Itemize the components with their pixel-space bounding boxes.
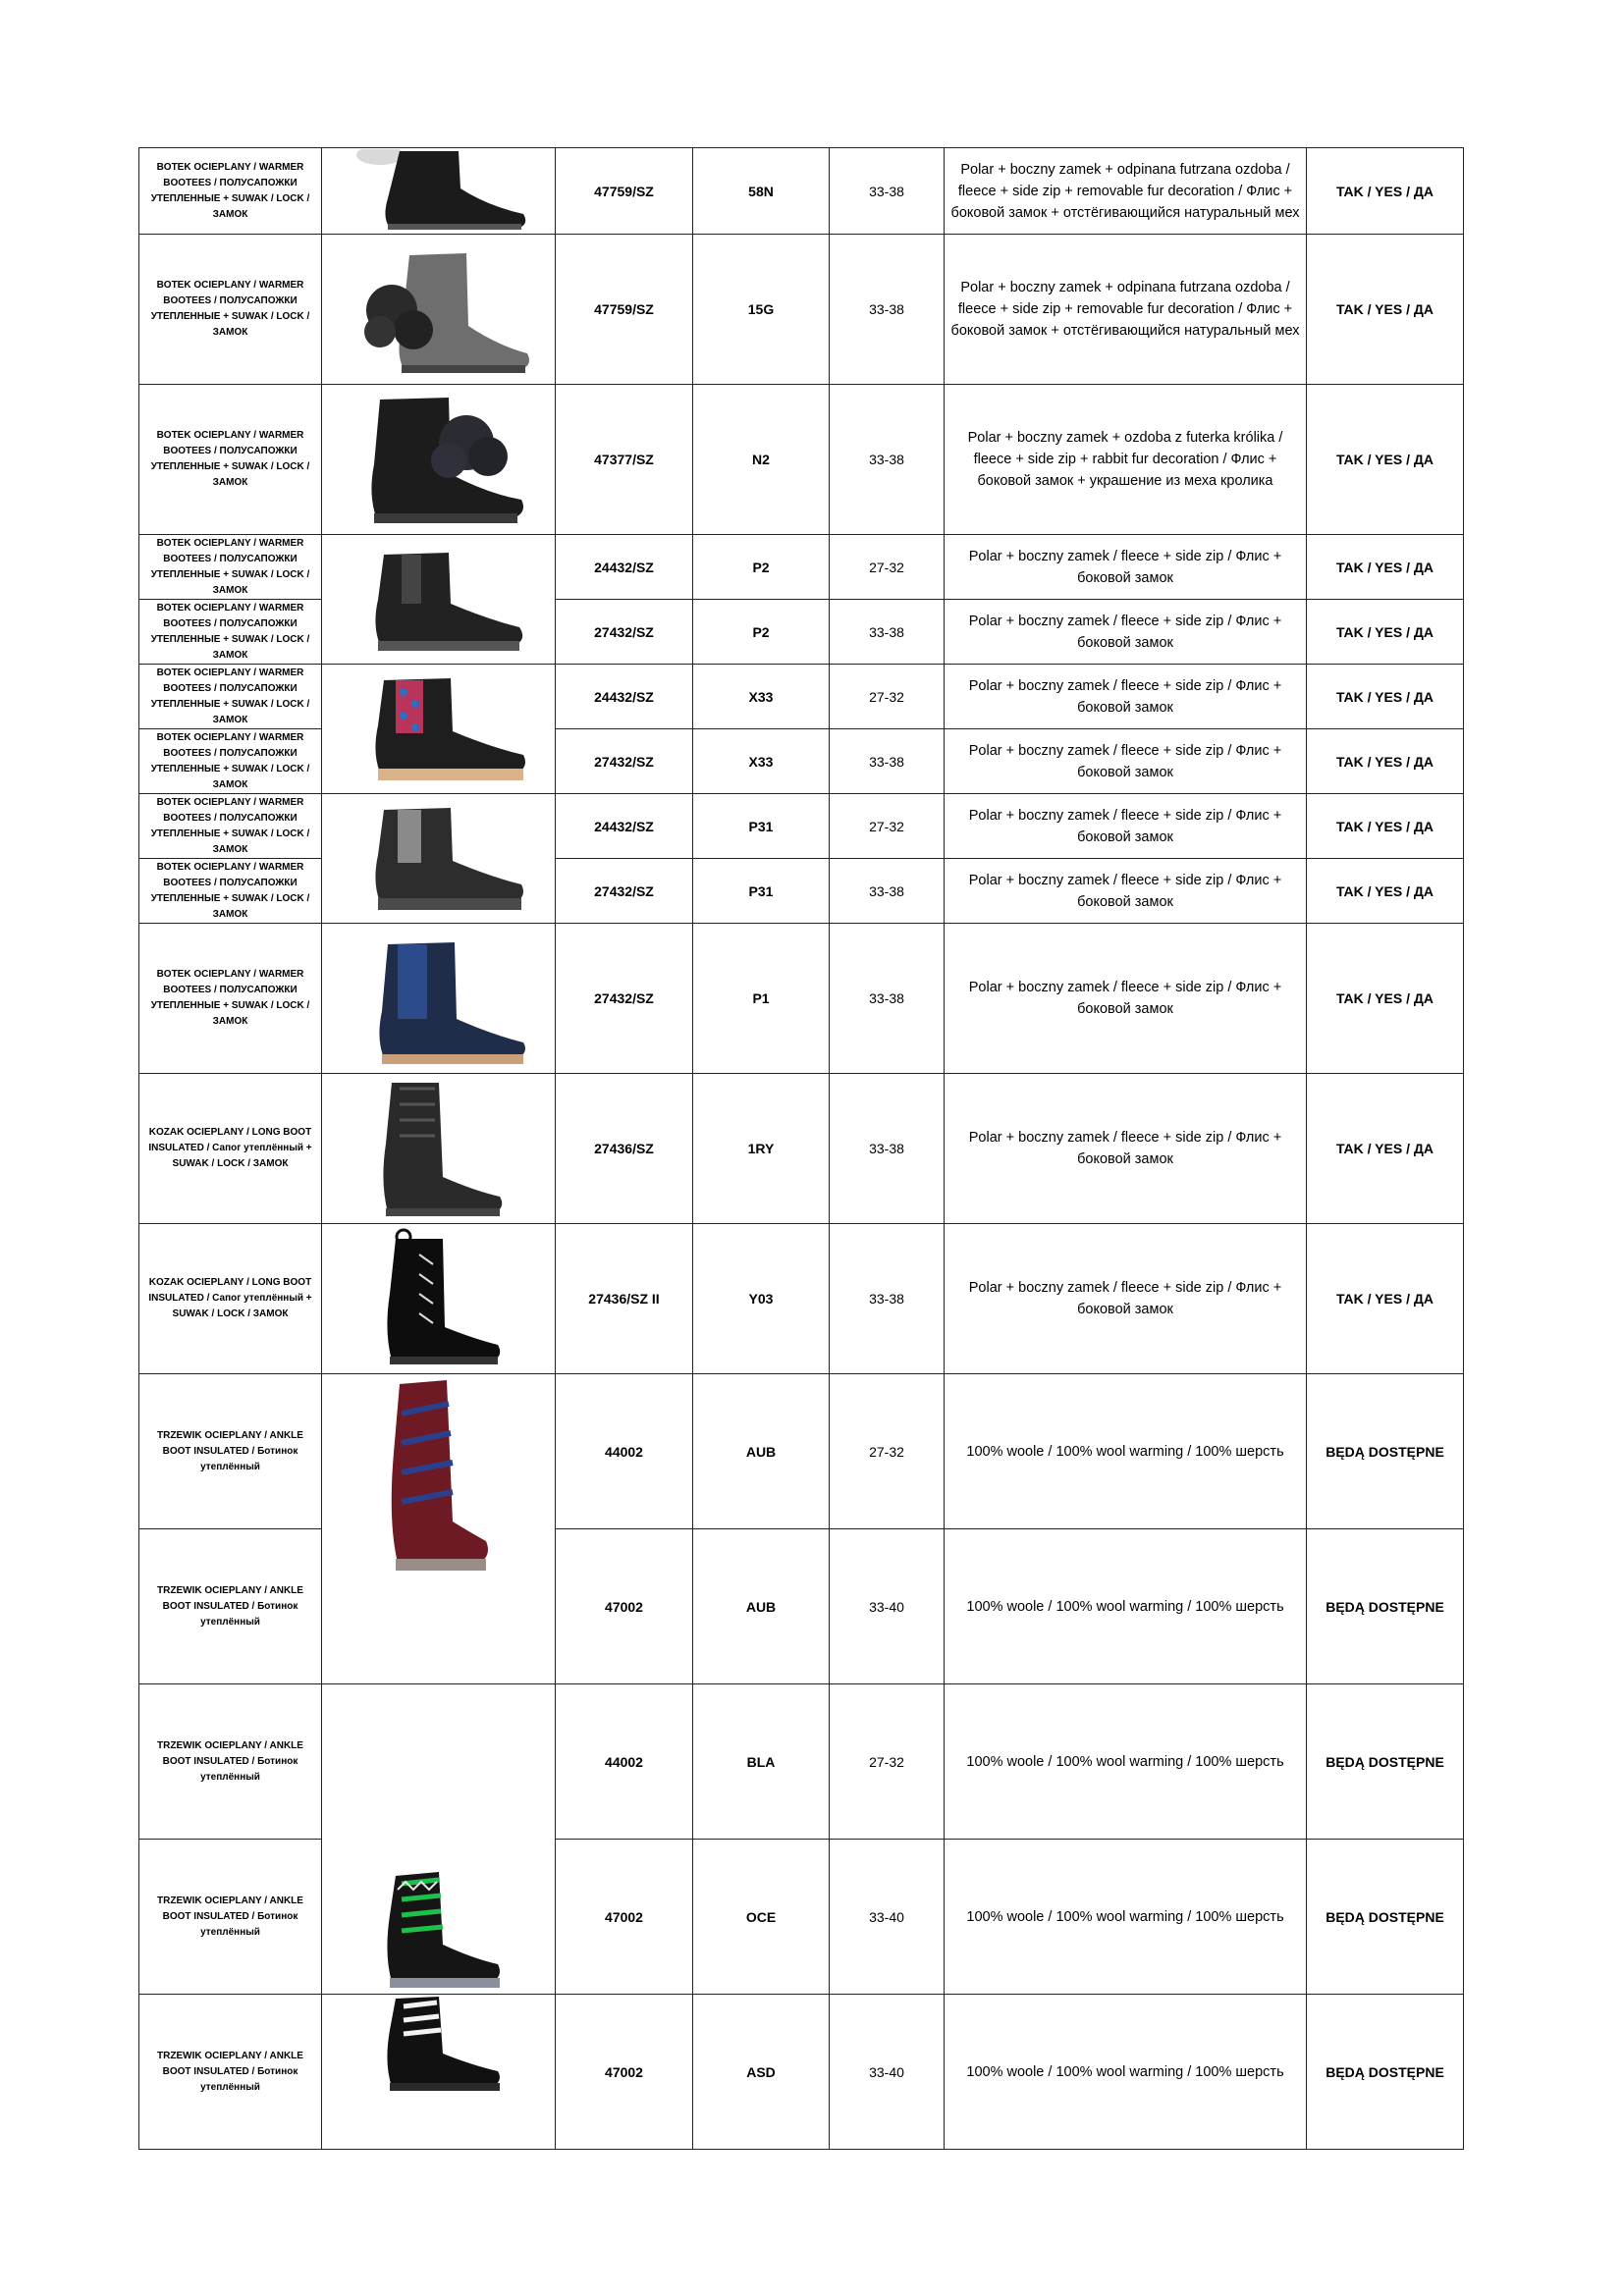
product-code: 27432/SZ bbox=[556, 729, 693, 794]
product-code: 27432/SZ bbox=[556, 600, 693, 665]
product-name: BOTEK OCIEPLANY / WARMER BOOTEES / ПОЛУСАПОЖКИ УТЕПЛЕННЫЕ + SUWAK / LOCK / ЗАМОК bbox=[139, 385, 322, 535]
product-code: 47759/SZ bbox=[556, 235, 693, 385]
product-name: TRZEWIK OCIEPLANY / ANKLE BOOT INSULATED / Ботинок утеплённый bbox=[139, 1529, 322, 1684]
table-row bbox=[139, 924, 1464, 1074]
grey-bootee-fur-icon bbox=[341, 236, 537, 383]
product-name: KOZAK OCIEPLANY / LONG BOOT INSULATED / Сапог утеплённый + SUWAK / LOCK / ЗАМОК bbox=[139, 1074, 322, 1224]
navy-chelsea-boot-icon bbox=[341, 925, 537, 1072]
availability: TAK / YES / ДА bbox=[1307, 794, 1464, 859]
product-description: Polar + boczny zamek + ozdoba z futerka królika / fleece + side zip + rabbit fur decoration / Флис + боковой замок + украшение из меха кролика bbox=[945, 385, 1307, 535]
product-description: Polar + boczny zamek / fleece + side zip / Флис + боковой замок bbox=[945, 1074, 1307, 1224]
color-code: 1RY bbox=[693, 1074, 830, 1224]
color-code: P2 bbox=[693, 535, 830, 600]
product-photo bbox=[322, 385, 556, 535]
product-description: Polar + boczny zamek / fleece + side zip / Флис + боковой замок bbox=[945, 924, 1307, 1074]
product-code: 24432/SZ bbox=[556, 665, 693, 729]
product-name: TRZEWIK OCIEPLANY / ANKLE BOOT INSULATED / Ботинок утеплённый bbox=[139, 1995, 322, 2150]
color-code: P31 bbox=[693, 794, 830, 859]
product-code: 47002 bbox=[556, 1995, 693, 2150]
size-range: 33-38 bbox=[830, 1074, 945, 1224]
green-lace-sneaker-icon bbox=[341, 1856, 537, 1994]
product-photo bbox=[322, 1224, 556, 1374]
black-chelsea-boot-icon bbox=[341, 541, 537, 659]
availability: BĘDĄ DOSTĘPNE bbox=[1307, 1995, 1464, 2150]
size-range: 33-38 bbox=[830, 1224, 945, 1374]
size-range: 33-38 bbox=[830, 385, 945, 535]
color-code: Y03 bbox=[693, 1224, 830, 1374]
table-row bbox=[139, 148, 1464, 235]
color-code: ASD bbox=[693, 1995, 830, 2150]
size-range: 33-38 bbox=[830, 729, 945, 794]
size-range: 33-40 bbox=[830, 1995, 945, 2150]
color-code: P1 bbox=[693, 924, 830, 1074]
product-name: TRZEWIK OCIEPLANY / ANKLE BOOT INSULATED / Ботинок утеплённый bbox=[139, 1684, 322, 1840]
black-bootee-fur-icon bbox=[341, 149, 537, 234]
product-code: 47002 bbox=[556, 1529, 693, 1684]
product-code: 44002 bbox=[556, 1374, 693, 1529]
size-range: 33-38 bbox=[830, 600, 945, 665]
patterned-chelsea-boot-icon bbox=[341, 670, 537, 788]
color-code: AUB bbox=[693, 1374, 830, 1529]
product-description: Polar + boczny zamek / fleece + side zip / Флис + боковой замок bbox=[945, 729, 1307, 794]
burgundy-high-sneaker-icon bbox=[341, 1374, 537, 1580]
product-code: 24432/SZ bbox=[556, 794, 693, 859]
product-photo bbox=[322, 148, 556, 235]
product-code: 27432/SZ bbox=[556, 859, 693, 924]
color-code: AUB bbox=[693, 1529, 830, 1684]
product-description: Polar + boczny zamek / fleece + side zip / Флис + боковой замок bbox=[945, 859, 1307, 924]
color-code: OCE bbox=[693, 1840, 830, 1995]
product-photo bbox=[322, 1374, 556, 1684]
size-range: 33-40 bbox=[830, 1529, 945, 1684]
product-description: Polar + boczny zamek / fleece + side zip / Флис + боковой замок bbox=[945, 535, 1307, 600]
product-name: KOZAK OCIEPLANY / LONG BOOT INSULATED / Сапог утеплённый + SUWAK / LOCK / ЗАМОК bbox=[139, 1224, 322, 1374]
table-row bbox=[139, 1224, 1464, 1374]
availability: TAK / YES / ДА bbox=[1307, 1224, 1464, 1374]
product-table bbox=[138, 147, 1464, 2150]
color-code: BLA bbox=[693, 1684, 830, 1840]
table-row bbox=[139, 665, 1464, 729]
table-row bbox=[139, 535, 1464, 600]
product-name: BOTEK OCIEPLANY / WARMER BOOTEES / ПОЛУСАПОЖКИ УТЕПЛЕННЫЕ + SUWAK / LOCK / ЗАМОК bbox=[139, 924, 322, 1074]
size-range: 33-38 bbox=[830, 235, 945, 385]
size-range: 33-38 bbox=[830, 924, 945, 1074]
availability: TAK / YES / ДА bbox=[1307, 235, 1464, 385]
size-range: 27-32 bbox=[830, 535, 945, 600]
product-description: Polar + boczny zamek / fleece + side zip / Флис + боковой замок bbox=[945, 600, 1307, 665]
size-range: 33-38 bbox=[830, 148, 945, 235]
size-range: 27-32 bbox=[830, 1374, 945, 1529]
availability: TAK / YES / ДА bbox=[1307, 924, 1464, 1074]
size-range: 27-32 bbox=[830, 794, 945, 859]
product-photo bbox=[322, 794, 556, 924]
product-name: BOTEK OCIEPLANY / WARMER BOOTEES / ПОЛУСАПОЖКИ УТЕПЛЕННЫЕ + SUWAK / LOCK / ЗАМОК bbox=[139, 665, 322, 729]
availability: TAK / YES / ДА bbox=[1307, 1074, 1464, 1224]
product-code: 47377/SZ bbox=[556, 385, 693, 535]
table-row bbox=[139, 1995, 1464, 2150]
product-description: Polar + boczny zamek + odpinana futrzana ozdoba / fleece + side zip + removable fur decoration / Флис + боковой замок + отстёгивающийся натуральный мех bbox=[945, 235, 1307, 385]
product-description: 100% woole / 100% wool warming / 100% шерсть bbox=[945, 1995, 1307, 2150]
product-code: 47002 bbox=[556, 1840, 693, 1995]
color-code: N2 bbox=[693, 385, 830, 535]
product-description: 100% woole / 100% wool warming / 100% шерсть bbox=[945, 1684, 1307, 1840]
product-name: TRZEWIK OCIEPLANY / ANKLE BOOT INSULATED / Ботинок утеплённый bbox=[139, 1374, 322, 1529]
product-photo bbox=[322, 1074, 556, 1224]
product-name: BOTEK OCIEPLANY / WARMER BOOTEES / ПОЛУСАПОЖКИ УТЕПЛЕННЫЕ + SUWAK / LOCK / ЗАМОК bbox=[139, 148, 322, 235]
white-lace-sneaker-icon bbox=[341, 1995, 537, 2093]
size-range: 33-40 bbox=[830, 1840, 945, 1995]
patent-long-boot-icon bbox=[341, 1225, 537, 1372]
product-photo bbox=[322, 924, 556, 1074]
quilted-long-boot-icon bbox=[341, 1075, 537, 1222]
product-name: BOTEK OCIEPLANY / WARMER BOOTEES / ПОЛУСАПОЖКИ УТЕПЛЕННЫЕ + SUWAK / LOCK / ЗАМОК bbox=[139, 729, 322, 794]
availability: BĘDĄ DOSTĘPNE bbox=[1307, 1374, 1464, 1529]
product-code: 27436/SZ II bbox=[556, 1224, 693, 1374]
table-row bbox=[139, 385, 1464, 535]
table-row bbox=[139, 1374, 1464, 1529]
table-row bbox=[139, 794, 1464, 859]
product-name: BOTEK OCIEPLANY / WARMER BOOTEES / ПОЛУСАПОЖКИ УТЕПЛЕННЫЕ + SUWAK / LOCK / ЗАМОК bbox=[139, 535, 322, 600]
color-code: X33 bbox=[693, 665, 830, 729]
color-code: 15G bbox=[693, 235, 830, 385]
product-name: BOTEK OCIEPLANY / WARMER BOOTEES / ПОЛУСАПОЖКИ УТЕПЛЕННЫЕ + SUWAK / LOCK / ЗАМОК bbox=[139, 794, 322, 859]
color-code: 58N bbox=[693, 148, 830, 235]
product-name: TRZEWIK OCIEPLANY / ANKLE BOOT INSULATED / Ботинок утеплённый bbox=[139, 1840, 322, 1995]
availability: TAK / YES / ДА bbox=[1307, 729, 1464, 794]
product-photo bbox=[322, 665, 556, 794]
product-photo bbox=[322, 1995, 556, 2150]
availability: TAK / YES / ДА bbox=[1307, 665, 1464, 729]
product-photo bbox=[322, 535, 556, 665]
product-name: BOTEK OCIEPLANY / WARMER BOOTEES / ПОЛУСАПОЖКИ УТЕПЛЕННЫЕ + SUWAK / LOCK / ЗАМОК bbox=[139, 859, 322, 924]
table-row bbox=[139, 1684, 1464, 1840]
product-description: 100% woole / 100% wool warming / 100% шерсть bbox=[945, 1840, 1307, 1995]
black-bootee-rabbit-fur-icon bbox=[341, 386, 537, 533]
product-description: Polar + boczny zamek + odpinana futrzana ozdoba / fleece + side zip + removable fur decoration / Флис + боковой замок + отстёгивающийся натуральный мех bbox=[945, 148, 1307, 235]
product-code: 27436/SZ bbox=[556, 1074, 693, 1224]
availability: BĘDĄ DOSTĘPNE bbox=[1307, 1529, 1464, 1684]
availability: TAK / YES / ДА bbox=[1307, 385, 1464, 535]
color-code: P31 bbox=[693, 859, 830, 924]
product-description: Polar + boczny zamek / fleece + side zip / Флис + боковой замок bbox=[945, 1224, 1307, 1374]
color-code: X33 bbox=[693, 729, 830, 794]
availability: TAK / YES / ДА bbox=[1307, 535, 1464, 600]
product-code: 47759/SZ bbox=[556, 148, 693, 235]
availability: TAK / YES / ДА bbox=[1307, 859, 1464, 924]
availability: BĘDĄ DOSTĘPNE bbox=[1307, 1840, 1464, 1995]
product-description: 100% woole / 100% wool warming / 100% шерсть bbox=[945, 1529, 1307, 1684]
size-range: 27-32 bbox=[830, 665, 945, 729]
color-code: P2 bbox=[693, 600, 830, 665]
table-row bbox=[139, 1074, 1464, 1224]
availability: TAK / YES / ДА bbox=[1307, 148, 1464, 235]
size-range: 33-38 bbox=[830, 859, 945, 924]
product-code: 24432/SZ bbox=[556, 535, 693, 600]
product-description: Polar + boczny zamek / fleece + side zip / Флис + боковой замок bbox=[945, 794, 1307, 859]
product-photo bbox=[322, 1684, 556, 1995]
table-row bbox=[139, 235, 1464, 385]
product-description: Polar + boczny zamek / fleece + side zip / Флис + боковой замок bbox=[945, 665, 1307, 729]
product-code: 44002 bbox=[556, 1684, 693, 1840]
product-photo bbox=[322, 235, 556, 385]
availability: BĘDĄ DOSTĘPNE bbox=[1307, 1684, 1464, 1840]
product-name: BOTEK OCIEPLANY / WARMER BOOTEES / ПОЛУСАПОЖКИ УТЕПЛЕННЫЕ + SUWAK / LOCK / ЗАМОК bbox=[139, 600, 322, 665]
grey-chelsea-boot-icon bbox=[341, 800, 537, 918]
size-range: 27-32 bbox=[830, 1684, 945, 1840]
product-description: 100% woole / 100% wool warming / 100% шерсть bbox=[945, 1374, 1307, 1529]
product-name: BOTEK OCIEPLANY / WARMER BOOTEES / ПОЛУСАПОЖКИ УТЕПЛЕННЫЕ + SUWAK / LOCK / ЗАМОК bbox=[139, 235, 322, 385]
availability: TAK / YES / ДА bbox=[1307, 600, 1464, 665]
product-code: 27432/SZ bbox=[556, 924, 693, 1074]
